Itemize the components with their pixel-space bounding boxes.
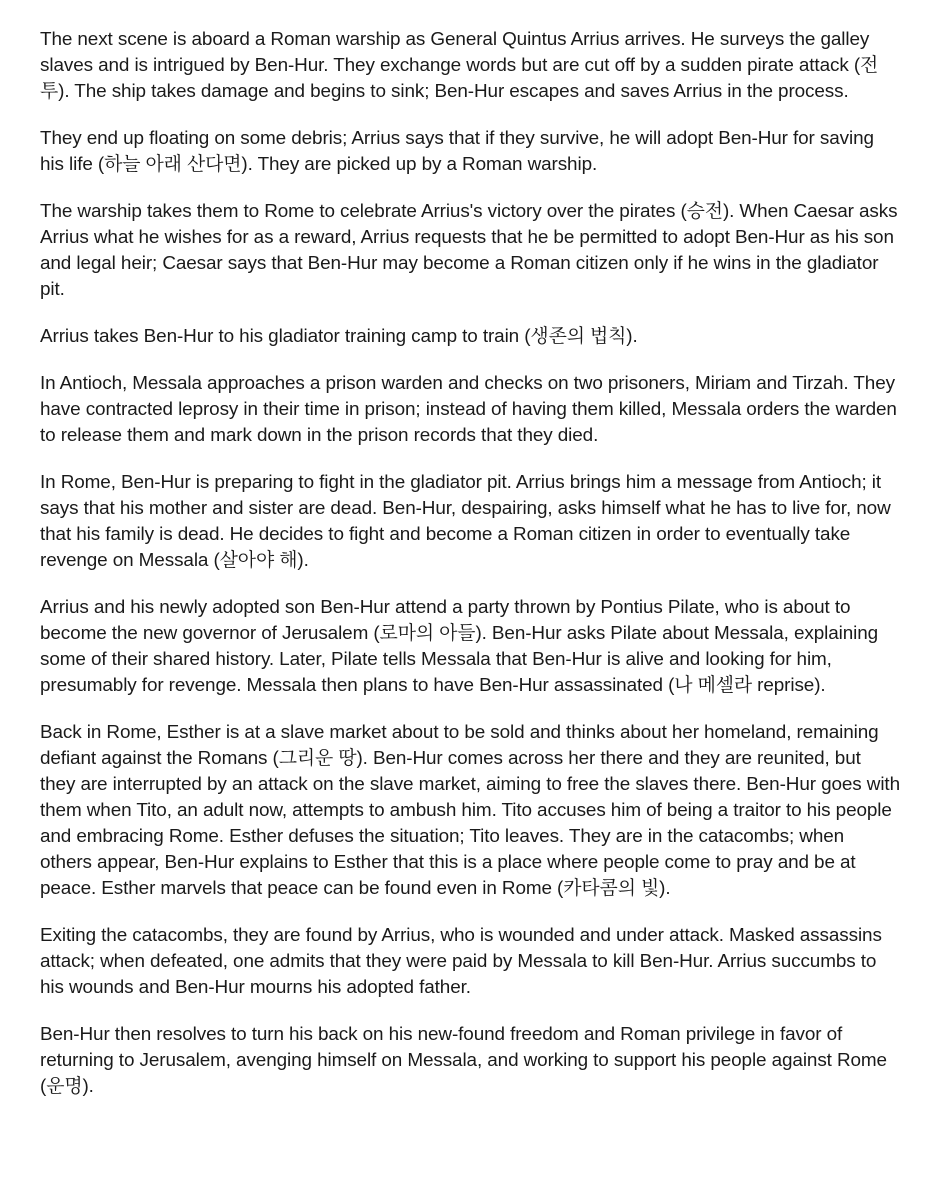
paragraph-antioch-prison: In Antioch, Messala approaches a prison warden and checks on two prisoners, Miriam and Tirzah. They have contracted leprosy in their time in prison; instead of having them killed, Messala orders the warden to release them and mark down in the prison records that they died. [40,373,897,446]
paragraph-pilate-party: Arrius and his newly adopted son Ben-Hur attend a party thrown by Pontius Pilate, who is about to become the new governor of Jerusalem (로마의 아들). Ben-Hur asks Pilate about Messala, explaining some of their shared history. Later, Pilate tells Messala that Ben-Hur is alive and looking for him, presumably for revenge. Messala then plans to have Ben-Hur assassinated (나 메셀라 reprise). [40,597,879,696]
paragraph-rome-victory: The warship takes them to Rome to celebrate Arrius's victory over the pirates (승전). When Caesar asks Arrius what he wishes for as a reward, Arrius requests that he be permitted to adopt Ben-Hur as his son and legal heir; Caesar says that Ben-Hur may become a Roman citizen only if he wins in the gladiator pit. [40,201,898,300]
paragraph-catacombs-exit: Exiting the catacombs, they are found by Arrius, who is wounded and under attack. Masked assassins attack; when defeated, one admits that they were paid by Messala to kill Ben-Hur. Arrius succumbs to his wounds and Ben-Hur mourns his adopted father. [40,925,882,998]
paragraph-floating-debris: They end up floating on some debris; Arrius says that if they survive, he will adopt Ben-Hur for saving his life (하늘 아래 산다면). They are picked up by a Roman warship. [40,128,874,175]
paragraph-gladiator-pit: In Rome, Ben-Hur is preparing to fight in the gladiator pit. Arrius brings him a message from Antioch; it says that his mother and sister are dead. Ben-Hur, despairing, asks himself what he has to live for, now that his family is dead. He decides to fight and become a Roman citizen in order to eventually take revenge on Messala (살아야 해). [40,472,891,571]
paragraph-slave-market: Back in Rome, Esther is at a slave market about to be sold and thinks about her homeland, remaining defiant against the Romans (그리운 땅). Ben-Hur comes across her there and they are reunited, but they are interrupted by an attack on the slave market, aiming to free the slaves there. Ben-Hur goes with them when Tito, an adult now, attempts to ambush him. Tito accuses him of being a traitor to his people and embracing Rome. Esther defuses the situation; Tito leaves. They are in the catacombs; when others appear, Ben-Hur explains to Esther that this is a place where people come to pray and be at peace. Esther marvels that peace can be found even in Rome (카타콤의 빛). [40,722,900,899]
paragraph-return-jerusalem: Ben-Hur then resolves to turn his back on his new-found freedom and Roman privilege in favor of returning to Jerusalem, avenging himself on Messala, and working to support his people against Rome (운명). [40,1024,887,1097]
paragraph-training-camp: Arrius takes Ben-Hur to his gladiator training camp to train (생존의 법칙). [40,326,638,347]
document-body [40,27,900,1121]
paragraph-warship-pirate-attack: The next scene is aboard a Roman warship as General Quintus Arrius arrives. He surveys the galley slaves and is intrigued by Ben-Hur. They exchange words but are cut off by a sudden pirate attack (전투). The ship takes damage and begins to sink; Ben-Hur escapes and saves Arrius in the process. [40,29,879,102]
